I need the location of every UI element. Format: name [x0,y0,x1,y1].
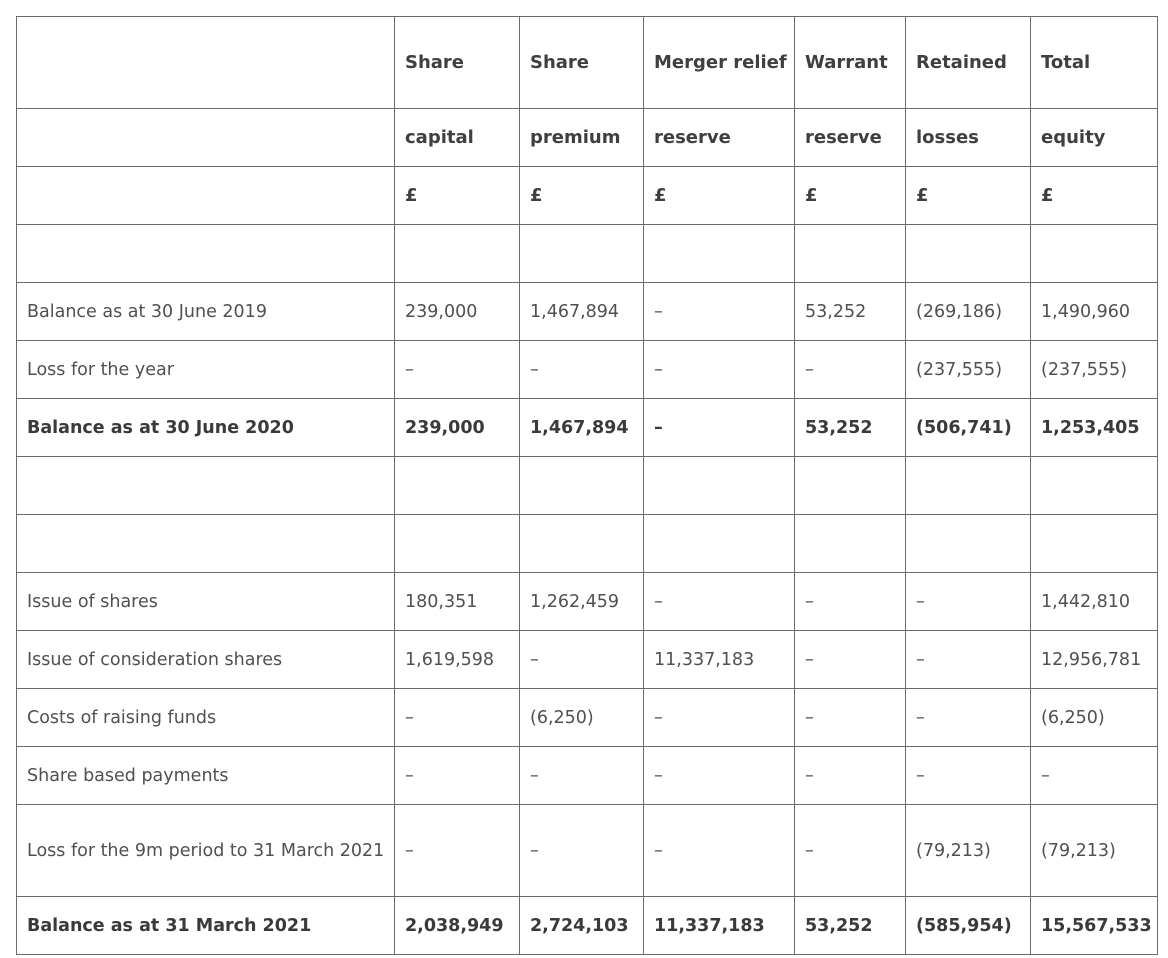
row-label: Balance as at 30 June 2020 [17,399,395,457]
value-cell: 2,724,103 [520,897,644,955]
row-label: Balance as at 30 June 2019 [17,283,395,341]
unit-cell: £ [795,167,906,225]
spacer-row [17,515,1158,573]
value-cell: – [795,573,906,631]
table-row [17,573,1158,631]
value-cell: – [644,747,795,805]
value-cell: 1,490,960 [1031,283,1158,341]
value-cell: (237,555) [1031,341,1158,399]
value-cell: 1,467,894 [520,399,644,457]
value-cell: 180,351 [395,573,520,631]
header-cell: premium [520,109,644,167]
empty-cell [520,225,644,283]
empty-cell [906,515,1031,573]
value-cell: 53,252 [795,399,906,457]
empty-cell [1031,457,1158,515]
value-cell: (237,555) [906,341,1031,399]
empty-cell [906,225,1031,283]
value-cell: 53,252 [795,283,906,341]
value-cell: (269,186) [906,283,1031,341]
empty-cell [395,457,520,515]
unit-cell: £ [644,167,795,225]
unit-cell: £ [395,167,520,225]
table-row [17,805,1158,897]
empty-cell [644,457,795,515]
value-cell: 1,253,405 [1031,399,1158,457]
empty-cell [644,225,795,283]
value-cell: – [644,341,795,399]
value-cell: 15,567,533 [1031,897,1158,955]
value-cell: 1,467,894 [520,283,644,341]
empty-cell [644,515,795,573]
value-cell: – [906,689,1031,747]
value-cell: 11,337,183 [644,897,795,955]
unit-cell: £ [520,167,644,225]
value-cell: – [644,399,795,457]
header-cell: Warrant [795,17,906,109]
value-cell: – [644,283,795,341]
value-cell: – [795,805,906,897]
value-cell: 53,252 [795,897,906,955]
table-row [17,689,1158,747]
empty-cell [520,515,644,573]
empty-cell [795,515,906,573]
value-cell: – [644,689,795,747]
header-empty-cell [17,167,395,225]
value-cell: (79,213) [1031,805,1158,897]
value-cell: – [395,805,520,897]
empty-cell [17,457,395,515]
row-label: Issue of shares [17,573,395,631]
empty-cell [17,515,395,573]
row-label: Costs of raising funds [17,689,395,747]
value-cell: – [795,689,906,747]
value-cell: 239,000 [395,399,520,457]
value-cell: – [520,747,644,805]
unit-cell: £ [906,167,1031,225]
table-row-total [17,897,1158,955]
value-cell: 1,619,598 [395,631,520,689]
row-label: Loss for the year [17,341,395,399]
value-cell: – [906,573,1031,631]
empty-cell [795,457,906,515]
row-label: Balance as at 31 March 2021 [17,897,395,955]
header-cell: Merger relief [644,17,795,109]
header-cell: capital [395,109,520,167]
spacer-row [17,457,1158,515]
table-row [17,747,1158,805]
header-cell: reserve [644,109,795,167]
value-cell: (6,250) [520,689,644,747]
row-label: Issue of consideration shares [17,631,395,689]
value-cell: (506,741) [906,399,1031,457]
table-row [17,631,1158,689]
value-cell: – [520,631,644,689]
header-cell: losses [906,109,1031,167]
table-row-subtotal [17,399,1158,457]
header-cell: Total [1031,17,1158,109]
value-cell: (79,213) [906,805,1031,897]
value-cell: 1,442,810 [1031,573,1158,631]
value-cell: (6,250) [1031,689,1158,747]
table-row [17,341,1158,399]
equity-table [16,16,1158,955]
value-cell: – [1031,747,1158,805]
equity-statement [16,16,1158,955]
value-cell: – [395,341,520,399]
value-cell: 12,956,781 [1031,631,1158,689]
value-cell: (585,954) [906,897,1031,955]
empty-cell [795,225,906,283]
value-cell: 2,038,949 [395,897,520,955]
empty-cell [395,515,520,573]
value-cell: – [395,747,520,805]
value-cell: – [520,805,644,897]
value-cell: – [395,689,520,747]
value-cell: – [795,747,906,805]
value-cell: – [644,805,795,897]
empty-cell [1031,225,1158,283]
empty-cell [520,457,644,515]
value-cell: – [644,573,795,631]
header-row-1 [17,17,1158,109]
header-cell: Share [520,17,644,109]
unit-cell: £ [1031,167,1158,225]
empty-cell [17,225,395,283]
row-label: Loss for the 9m period to 31 March 2021 [17,805,395,897]
value-cell: – [795,341,906,399]
unit-row [17,167,1158,225]
value-cell: – [795,631,906,689]
value-cell: 239,000 [395,283,520,341]
header-cell: Share [395,17,520,109]
empty-cell [1031,515,1158,573]
empty-cell [906,457,1031,515]
value-cell: – [906,747,1031,805]
header-cell: reserve [795,109,906,167]
table-row [17,283,1158,341]
value-cell: – [906,631,1031,689]
header-cell: equity [1031,109,1158,167]
value-cell: 1,262,459 [520,573,644,631]
header-empty-cell [17,17,395,109]
empty-cell [395,225,520,283]
value-cell: 11,337,183 [644,631,795,689]
header-cell: Retained [906,17,1031,109]
header-empty-cell [17,109,395,167]
spacer-row [17,225,1158,283]
header-row-2 [17,109,1158,167]
row-label: Share based payments [17,747,395,805]
value-cell: – [520,341,644,399]
